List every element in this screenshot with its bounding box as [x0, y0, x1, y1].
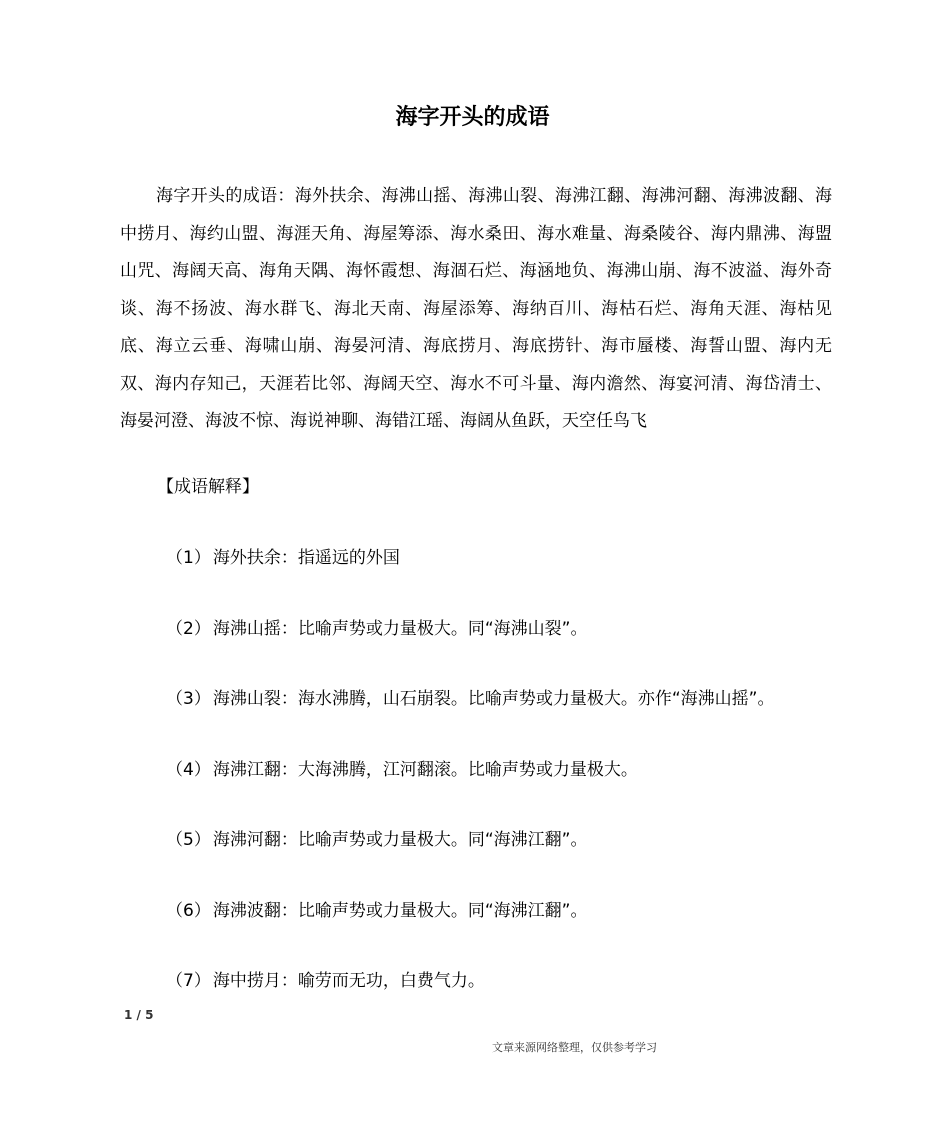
definition-number: （3）: [166, 689, 211, 709]
page-number: 1 / 5: [124, 1008, 154, 1022]
definition-text: 海沸山摇：比喻声势或力量极大。同“海沸山裂”。: [212, 619, 588, 639]
intro-paragraph: 海字开头的成语：海外扶余、海沸山摇、海沸山裂、海沸江翻、海沸河翻、海沸波翻、海中捞月、海约山盟、海涯天角、海屋筹添、海水桑田、海水难量、海桑陵谷、海内鼎沸、海盟山咒、海阔天高、海角天隅、海怀霞想、海涸石烂、海涵地负、海沸山崩、海不波溢、海外奇谈、海不扬波、海水群飞、海北天南、海屋添筹、海纳百川、海枯石烂、海角天涯、海枯见底、海立云垂、海啸山崩、海晏河清、海底捞月、海底捞针、海市蜃楼、海誓山盟、海内无双、海内存知己，天涯若比邻、海阔天空、海水不可斗量、海内澹然、海宴河清、海岱清士、海晏河澄、海波不惊、海说神聊、海错江瑶、海阔从鱼跃，天空任鸟飞: [120, 186, 832, 431]
definition-text: 海沸波翻：比喻声势或力量极大。同“海沸江翻”。: [212, 901, 588, 921]
definition-item: [166, 825, 587, 855]
definition-text: 海沸河翻：比喻声势或力量极大。同“海沸江翻”。: [212, 830, 588, 850]
definition-item: [166, 543, 400, 573]
definition-number: （1）: [166, 548, 211, 568]
definition-number: （2）: [166, 619, 211, 639]
definition-item: [166, 966, 485, 996]
definition-text: 海沸江翻：大海沸腾，江河翻滚。比喻声势或力量极大。: [212, 760, 638, 780]
definition-number: （4）: [166, 760, 211, 780]
document-title: 海字开头的成语: [395, 105, 550, 130]
definition-number: （7）: [166, 971, 211, 991]
definition-text: 海沸山裂：海水沸腾，山石崩裂。比喻声势或力量极大。亦作“海沸山摇”。: [212, 689, 775, 709]
definition-item: [166, 755, 638, 785]
definition-text: 海外扶余：指遥远的外国: [212, 548, 400, 568]
source-note: 文章来源网络整理，仅供参考学习: [492, 1041, 657, 1054]
definition-number: （6）: [166, 901, 211, 921]
definition-text: 海中捞月：喻劳而无功，白费气力。: [212, 971, 485, 991]
definition-number: （5）: [166, 830, 211, 850]
definition-item: [166, 896, 587, 926]
definition-item: [166, 684, 774, 714]
section-heading: 【成语解释】: [157, 477, 259, 497]
definition-item: [166, 614, 587, 644]
